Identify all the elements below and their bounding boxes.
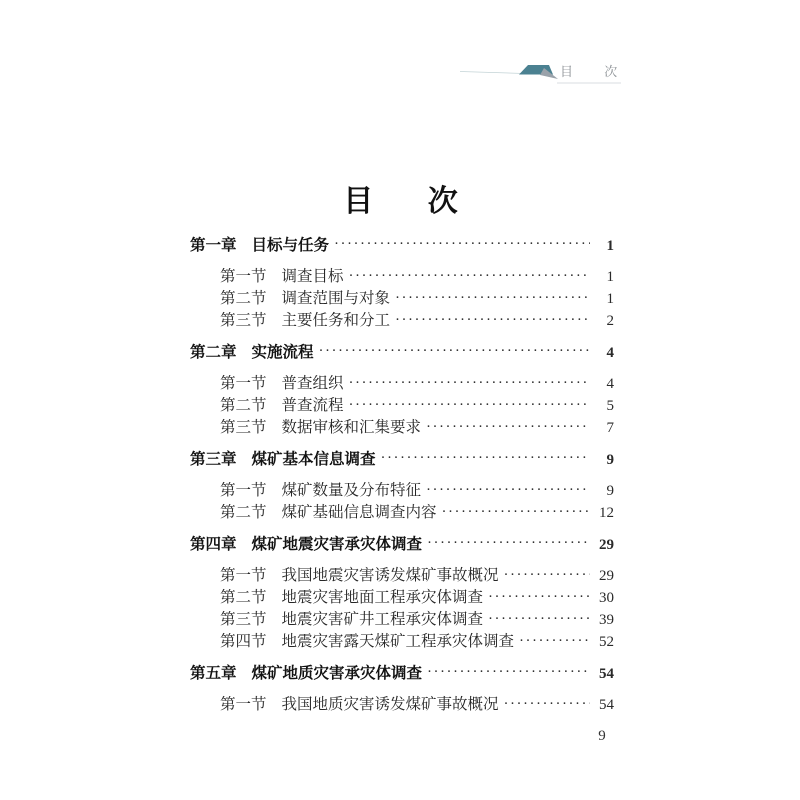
dot-leader [349, 265, 590, 287]
dot-leader [427, 532, 590, 554]
toc-row [190, 288, 614, 310]
toc-row [190, 395, 614, 417]
toc-entry-no: 第二章 [190, 343, 237, 361]
toc-row [190, 341, 614, 363]
dot-leader [349, 372, 590, 394]
toc-row [190, 694, 614, 716]
toc-entry-title: 煤矿基础信息调查内容 [281, 504, 437, 521]
toc-entry-title: 普查组织 [281, 375, 344, 392]
toc-row [190, 448, 614, 470]
dot-leader [395, 287, 590, 309]
toc-entry-title: 地震灾害露天煤矿工程承灾体调查 [281, 633, 515, 650]
toc-row [190, 631, 614, 653]
toc-entry-title: 煤矿地质灾害承灾体调查 [251, 664, 423, 682]
toc-row [190, 310, 614, 332]
toc-row [190, 502, 614, 524]
toc-entry-page: 9 [606, 452, 614, 468]
dot-leader [488, 586, 590, 608]
toc-entry-no: 第二节 [220, 504, 267, 521]
dot-leader [319, 340, 590, 362]
toc-entry-page: 9 [606, 483, 614, 499]
toc-entry-title: 煤矿地震灾害承灾体调查 [251, 535, 423, 553]
toc-entry-page: 4 [606, 376, 614, 392]
toc-entry-title: 地震灾害地面工程承灾体调查 [281, 589, 484, 606]
toc-row [190, 609, 614, 631]
toc-entry-page: 12 [599, 505, 614, 521]
toc-entry-no: 第一节 [220, 482, 267, 499]
toc-entry-page: 54 [599, 666, 614, 682]
toc-entry-title: 数据审核和汇集要求 [281, 419, 422, 436]
toc-entry-no: 第一节 [220, 375, 267, 392]
toc-entry-no: 第二节 [220, 290, 267, 307]
toc-entry-title: 调查目标 [281, 268, 344, 285]
toc-entry-title: 我国地质灾害诱发煤矿事故概况 [281, 696, 499, 713]
toc-row [190, 266, 614, 288]
dot-leader [504, 564, 590, 586]
dot-leader [427, 661, 590, 683]
toc-list [190, 234, 614, 716]
toc-entry-page: 7 [606, 420, 614, 436]
toc-row [190, 662, 614, 684]
toc-entry-page: 29 [599, 568, 614, 584]
toc-entry-page: 52 [599, 634, 614, 650]
header-rule-graphic [188, 54, 624, 86]
dot-leader [426, 479, 590, 501]
toc-entry-title: 我国地震灾害诱发煤矿事故概况 [281, 567, 499, 584]
toc-entry-no: 第一节 [220, 567, 267, 584]
running-title: 目 次 [560, 64, 619, 79]
toc-entry-no: 第三节 [220, 419, 267, 436]
toc-entry-no: 第三节 [220, 312, 267, 329]
toc-row [190, 417, 614, 439]
toc-entry-no: 第四节 [220, 633, 267, 650]
toc-entry-title: 煤矿数量及分布特征 [281, 482, 422, 499]
header-rule-line-2 [460, 72, 524, 74]
dot-leader [334, 233, 590, 255]
toc-row [190, 373, 614, 395]
page-title: 目 次 [343, 184, 459, 220]
toc-entry-title: 目标与任务 [251, 236, 330, 254]
toc-entry-no: 第三章 [190, 450, 237, 468]
toc-entry-title: 实施流程 [251, 343, 314, 361]
toc-entry-no: 第五章 [190, 664, 237, 682]
toc-entry-no: 第一章 [190, 236, 237, 254]
toc-row [190, 480, 614, 502]
toc-entry-title: 煤矿基本信息调查 [251, 450, 376, 468]
dot-leader [381, 447, 590, 469]
toc-entry-page: 1 [606, 238, 614, 254]
toc-entry-page: 1 [606, 291, 614, 307]
dot-leader [349, 394, 590, 416]
toc-entry-page: 29 [599, 537, 614, 553]
toc-row [190, 533, 614, 555]
toc-entry-no: 第一节 [220, 268, 267, 285]
toc-entry-page: 5 [606, 398, 614, 414]
toc-row [190, 565, 614, 587]
toc-entry-page: 30 [599, 590, 614, 606]
folio-page-number: 9 [598, 728, 606, 744]
toc-entry-no: 第四章 [190, 535, 237, 553]
toc-entry-title: 调查范围与对象 [281, 290, 391, 307]
toc-entry-page: 4 [606, 345, 614, 361]
toc-entry-page: 1 [606, 269, 614, 285]
toc-entry-page: 39 [599, 612, 614, 628]
toc-row [190, 587, 614, 609]
toc-entry-title: 主要任务和分工 [281, 312, 391, 329]
toc-entry-no: 第二节 [220, 397, 267, 414]
toc-entry-no: 第一节 [220, 696, 267, 713]
toc-entry-no: 第二节 [220, 589, 267, 606]
toc-entry-no: 第三节 [220, 611, 267, 628]
dot-leader [519, 630, 590, 652]
toc-entry-title: 普查流程 [281, 397, 344, 414]
toc-row [190, 234, 614, 256]
dot-leader [442, 501, 590, 523]
toc-entry-title: 地震灾害矿井工程承灾体调查 [281, 611, 484, 628]
toc-entry-page: 2 [606, 313, 614, 329]
dot-leader [488, 608, 590, 630]
dot-leader [426, 416, 590, 438]
dot-leader [395, 309, 590, 331]
dot-leader [504, 693, 590, 715]
toc-entry-page: 54 [599, 697, 614, 713]
